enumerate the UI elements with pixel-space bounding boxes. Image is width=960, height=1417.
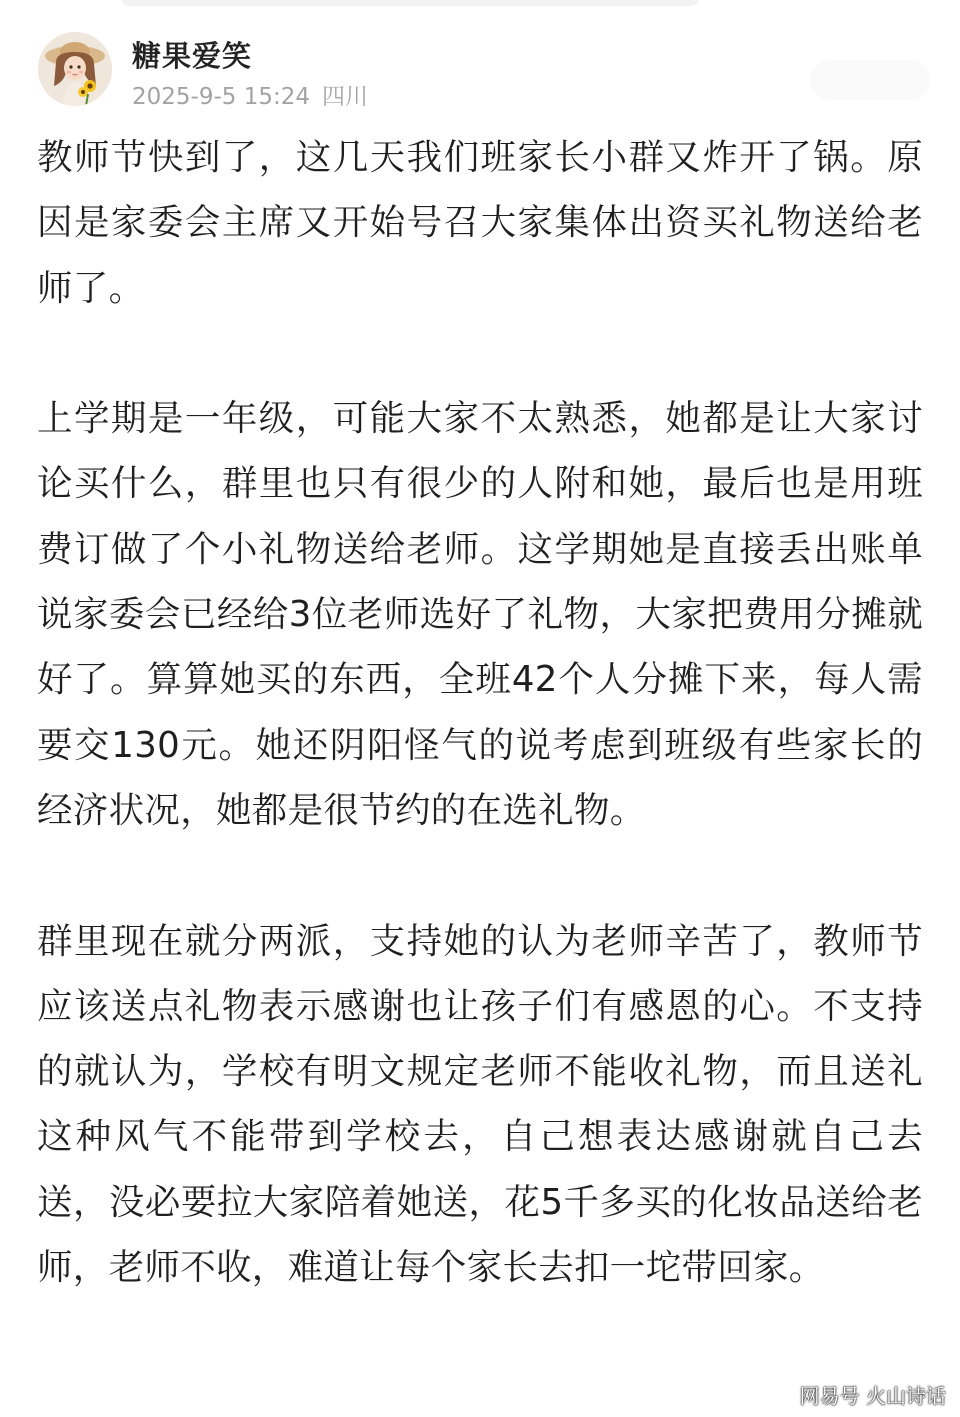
avatar-girl-icon: [38, 32, 112, 106]
post-body: [37, 125, 923, 1300]
post-header: [38, 32, 922, 108]
top-bar-remnant: [120, 0, 700, 6]
author-avatar[interactable]: [38, 32, 112, 106]
post-location: 四川: [322, 84, 368, 110]
header-action-area[interactable]: [810, 60, 930, 100]
post-paragraph-3: 群里现在就分两派，支持她的认为老师辛苦了，教师节应该送点礼物表示感谢也让孩子们有感恩的心。不支持的就认为，学校有明文规定老师不能收礼物，而且送礼这种风气不能带到学校去，自己想表达感谢就自己去送，没必要拉大家陪着她送，花5千多买的化妆品送给老师，老师不收，难道让每个家长去扣一坨带回家。: [37, 920, 923, 1289]
post-paragraph-1: 教师节快到了，这几天我们班家长小群又炸开了锅。原因是家委会主席又开始号召大家集体出资买礼物送给老师了。: [37, 137, 923, 309]
post-meta: [132, 78, 368, 111]
paragraph-spacer: [37, 321, 923, 386]
post-paragraph-2: 上学期是一年级，可能大家不太熟悉，她都是让大家讨论买什么，群里也只有很少的人附和她，最后也是用班费订做了个小礼物送给老师。这学期她是直接丢出账单说家委会已经给3位老师选好了礼物，大家把费用分摊就好了。算算她买的东西，全班42个人分摊下来，每人需要交130元。她还阴阳怪气的说考虑到班级有些家长的经济状况，她都是很节约的在选礼物。: [37, 398, 923, 831]
post-datetime: 2025-9-5 15:24: [132, 84, 310, 110]
watermark: 网易号 火山诗话: [799, 1384, 946, 1408]
author-name[interactable]: 糖果爱笑: [132, 39, 253, 73]
paragraph-spacer: [37, 843, 923, 908]
